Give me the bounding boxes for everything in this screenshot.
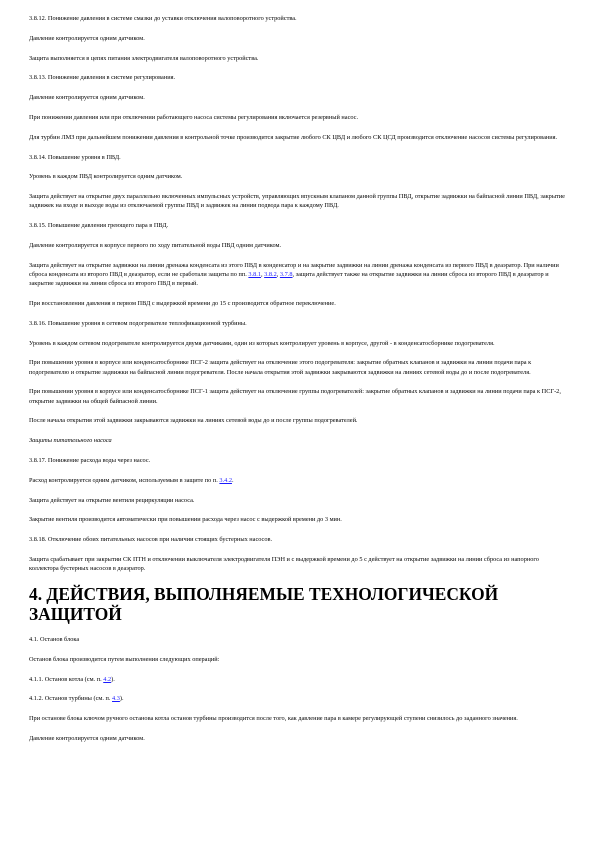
paragraph-p1 — [29, 14, 569, 23]
paragraph-p19 — [29, 416, 569, 425]
paragraph-text: При восстановлении давления в первом ПВД с выдержкой времени до 15 с производится обратное переключение. — [29, 299, 336, 307]
paragraph-p25 — [29, 535, 569, 544]
paragraph-text: , — [260, 270, 265, 278]
reference-link-4-3[interactable]: 4.3 — [112, 695, 120, 703]
paragraph-q4 — [29, 694, 569, 703]
paragraph-text: После начала открытия этой задвижки закрываются задвижки на линиях сетевой воды до и после группы подогревателей. — [29, 417, 358, 425]
paragraph-text: 3.8.17. Понижение расхода воды через насос. — [29, 456, 151, 464]
paragraph-text: Защиты питательного насоса — [29, 437, 112, 445]
paragraph-text: Давление контролируется в корпусе первого по ходу питательной воды ПВД одним датчиком. — [29, 241, 282, 249]
paragraph-text: Защита выполняется в цепях питания электродвигателя валоповоротного устройства. — [29, 54, 259, 62]
paragraph-p17 — [29, 358, 569, 376]
paragraph-text: , защита действует также на открытие задвижки на линии сброса из второго ПВД в деаэратор и закрытие задвижки на линии сброса из второго ПВД в первый. — [29, 270, 549, 288]
paragraph-p11 — [29, 221, 569, 230]
paragraph-text: 3.8.12. Понижение давления в системе смазки до уставки отключения валоповоротного устройства. — [29, 15, 297, 22]
section-3-8-list — [29, 14, 569, 573]
paragraph-text: Давление контролируется одним датчиком. — [29, 94, 145, 102]
paragraph-p3 — [29, 54, 569, 63]
paragraph-p5 — [29, 93, 569, 102]
paragraph-q1 — [29, 635, 569, 644]
paragraph-text: Защита действует на открытие двух параллельно включенных импульсных устройств, управляющих впускным клапаном данной группы ПВД, открытие задвижки на байпасной линии ПВД, закрытие задвижек на входе и выходе воды из отключаемой группы ПВД и задвижек на линии подвода пара к каждому ПВД. — [29, 193, 565, 210]
reference-link-4-2[interactable]: 4.2 — [103, 675, 112, 683]
paragraph-text: При повышении уровня в корпусе или конденсатосборнике ПСГ-1 защита действует на отключение группы подогревателей: закрытие обратных клапанов и задвижки на линии подачи пара к ПСГ-2, открытие задвижки на общей байпасной линии. — [29, 388, 561, 405]
paragraph-q5 — [29, 714, 569, 723]
paragraph-p16 — [29, 339, 569, 348]
paragraph-text: Уровень в каждом сетевом подогревателе контролируется двумя датчиками, один из которых контролирует уровень в корпусе, другой - в конденсатосборнике подогревателя. — [29, 339, 495, 347]
reference-link-3-4-2[interactable]: 3.4.2 — [219, 476, 232, 484]
paragraph-text: 3.8.16. Повышение уровня в сетевом подогревателе теплофикационной турбины. — [29, 319, 247, 327]
paragraph-p22 — [29, 476, 569, 485]
paragraph-q3 — [29, 675, 569, 684]
paragraph-text: При останове блока ключом ручного останова котла останов турбины производится после того, как давление пара в камере регулирующей ступени снизилось до заданного значения. — [29, 715, 518, 723]
paragraph-text: Защита действует на открытие вентиля рециркуляции насоса. — [29, 496, 195, 504]
reference-link-3-7-8[interactable]: 3.7.8 — [279, 270, 293, 278]
paragraph-text: 4.1.1. Останов котла (см. п. — [29, 675, 104, 683]
paragraph-text: 4.1. Останов блока — [29, 635, 80, 643]
paragraph-p18 — [29, 387, 569, 405]
paragraph-text: Расход контролируется одним датчиком, используемым в защите по п. — [29, 476, 220, 484]
paragraph-p2 — [29, 34, 569, 43]
paragraph-text: Останов блока производится путем выполнения следующих операций: — [29, 655, 220, 663]
paragraph-p9 — [29, 172, 569, 181]
paragraph-text: ). — [111, 675, 115, 683]
paragraph-text: . — [231, 476, 234, 484]
paragraph-p12 — [29, 241, 569, 250]
document-page — [29, 14, 569, 754]
paragraph-text: ). — [119, 695, 124, 703]
paragraph-p4 — [29, 73, 569, 82]
paragraph-p23 — [29, 496, 569, 505]
paragraph-text: Защита действует на открытие задвижки на линии дренажа конденсата из этого ПВД в конденсатор и на закрытие задвижки на линии дренажа конденсата из первого ПВД в деаэратор. При наличии сброса конденсата из второго ПВД в деаэратор, если не сработали защиты по пп. — [29, 261, 559, 278]
reference-link-3-8-1[interactable]: 3.8.1 — [248, 270, 261, 278]
paragraph-text: 4.1.2. Останов турбины (см. п. — [29, 695, 113, 703]
paragraph-p13 — [29, 261, 569, 289]
paragraph-text: 3.8.15. Повышение давления греющего пара в ПВД. — [29, 222, 169, 230]
paragraph-p15 — [29, 319, 569, 328]
paragraph-p7 — [29, 133, 569, 142]
paragraph-q6 — [29, 734, 569, 743]
paragraph-text: Защита срабатывает при закрытии СК ПТН и отключении выключателя электродвигателя ПЭН и с выдержкой времени до 5 с действует на открытие задвижки на линии сброса из напорного коллектора бустерных насосов в деаэратор. — [29, 555, 539, 573]
paragraph-p8 — [29, 153, 569, 162]
paragraph-text: Уровень в каждом ПВД контролируется одним датчиком. — [29, 173, 183, 181]
paragraph-text: Давление контролируется одним датчиком. — [29, 34, 145, 42]
paragraph-text: Закрытие вентиля производится автоматически при повышении расхода через насос с выдержкой времени до 3 мин. — [29, 516, 342, 524]
paragraph-q2 — [29, 655, 569, 664]
paragraph-text: 3.8.13. Понижение давления в системе регулирования. — [29, 74, 176, 82]
paragraph-text: , — [276, 270, 280, 278]
paragraph-p10 — [29, 192, 569, 210]
paragraph-text: При понижении давления или при отключении работающего насоса системы регулирования включается резервный насос. — [29, 113, 359, 121]
paragraph-p24 — [29, 515, 569, 524]
paragraph-text: 3.8.18. Отключение обоих питательных насосов при наличии стоящих бустерных насосов. — [29, 536, 273, 544]
paragraph-p14 — [29, 299, 569, 308]
paragraph-p26 — [29, 555, 569, 573]
section-4-1-list — [29, 635, 569, 743]
paragraph-p21 — [29, 456, 569, 465]
paragraph-p6 — [29, 113, 569, 122]
reference-link-3-8-2[interactable]: 3.8.2 — [264, 270, 277, 278]
paragraph-text: 3.8.14. Повышение уровня в ПВД. — [29, 153, 121, 161]
paragraph-text: Давление контролируется одним датчиком. — [29, 734, 145, 742]
paragraph-text: При повышении уровня в корпусе или конденсатосборнике ПСГ-2 защита действует на отключение этого подогревателя: закрытие обратных клапанов и задвижки на линии подачи пара к подогревателю и открытие задвижки на байпасной линии подогревателя. После начала открытия этой задвижки закрываются задвижки на линиях сетевой воды до и после подогревателя. — [29, 359, 532, 376]
paragraph-text: Для турбин ЛМЗ при дальнейшем понижении давления в контрольной точке производится закрытие любого СК ЦВД и любого СК ЦСД производится отключение насосов системы регулирования. — [29, 133, 558, 141]
paragraph-p20 — [29, 436, 569, 445]
section-4-heading: 4. ДЕЙСТВИЯ, ВЫПОЛНЯЕМЫЕ ТЕХНОЛОГИЧЕСКОЙ ЗАЩИТОЙ — [29, 583, 499, 624]
